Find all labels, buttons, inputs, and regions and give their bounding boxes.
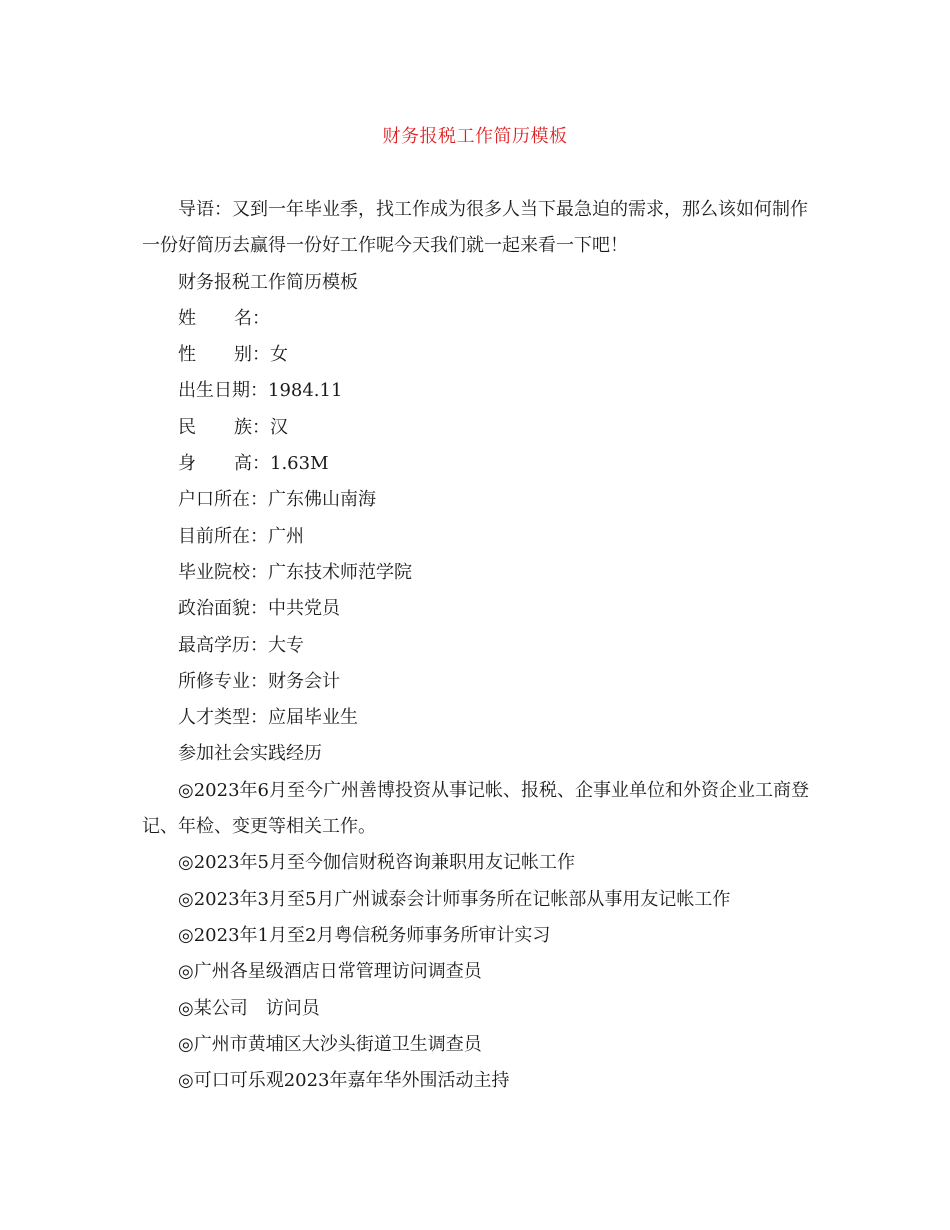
field-label: 族：	[234, 416, 270, 438]
field-education	[142, 628, 822, 664]
experience-item: ◎2023年5月至今伽信财税咨询兼职用友记帐工作	[178, 852, 575, 874]
field-value: 财务会计	[268, 670, 340, 692]
field-label: 目前所在：	[178, 525, 268, 547]
experience-item: ◎可口可乐观2023年嘉年华外围活动主持	[178, 1070, 510, 1092]
field-gender	[142, 337, 822, 373]
field-label: 姓	[178, 307, 196, 329]
document-title: 财务报税工作简历模板	[382, 126, 568, 147]
field-label: 性	[178, 344, 196, 366]
field-value: 应届毕业生	[268, 707, 358, 729]
experience-item: ◎广州各星级酒店日常管理访问调查员	[178, 961, 482, 983]
field-school	[142, 555, 822, 591]
field-label: 身	[178, 453, 196, 475]
field-value: 1.63M	[270, 453, 329, 475]
experience-item: ◎2023年6月至今广州善博投资从事记帐、报税、企事业单位和外资企业工商登记、年检、变更等相关工作。	[142, 779, 809, 838]
field-height	[142, 446, 822, 482]
field-current-location	[142, 519, 822, 555]
field-label: 户口所在：	[178, 489, 268, 511]
field-talent-type	[142, 700, 822, 736]
field-value: 广州	[268, 525, 304, 547]
field-name	[142, 301, 822, 337]
field-label: 高：	[234, 453, 270, 475]
field-value: 广东技术师范学院	[268, 561, 412, 583]
experience-heading: 参加社会实践经历	[178, 743, 322, 765]
field-label: 人才类型：	[178, 707, 268, 729]
field-political	[142, 591, 822, 627]
experience-item: ◎2023年1月至2月粤信税务师事务所审计实习	[178, 924, 551, 946]
field-label: 名：	[234, 307, 270, 329]
field-label: 政治面貌：	[178, 598, 268, 620]
field-value: 广东佛山南海	[268, 489, 376, 511]
field-label: 毕业院校：	[178, 561, 268, 583]
field-birth	[142, 373, 822, 409]
section-heading: 财务报税工作简历模板	[178, 271, 358, 293]
field-label: 别：	[234, 344, 270, 366]
document-body	[142, 192, 822, 1099]
experience-item: ◎2023年3月至5月广州诚泰会计师事务所在记帐部从事用友记帐工作	[178, 888, 731, 910]
intro-paragraph: 导语：又到一年毕业季，找工作成为很多人当下最急迫的需求，那么该如何制作一份好简历去赢得一份好工作呢今天我们就一起来看一下吧！	[142, 199, 808, 257]
experience-item: ◎某公司 访问员	[178, 997, 320, 1019]
field-hukou	[142, 482, 822, 518]
field-value: 女	[270, 344, 288, 366]
field-label: 最高学历：	[178, 634, 268, 656]
field-label: 民	[178, 416, 196, 438]
field-ethnicity	[142, 410, 822, 446]
field-value: 汉	[270, 416, 288, 438]
experience-item: ◎广州市黄埔区大沙头街道卫生调查员	[178, 1033, 482, 1055]
field-value: 1984.11	[268, 380, 343, 402]
field-value: 中共党员	[268, 598, 340, 620]
field-major	[142, 664, 822, 700]
field-label: 出生日期：	[178, 380, 268, 402]
field-value: 大专	[268, 634, 304, 656]
field-label: 所修专业：	[178, 670, 268, 692]
